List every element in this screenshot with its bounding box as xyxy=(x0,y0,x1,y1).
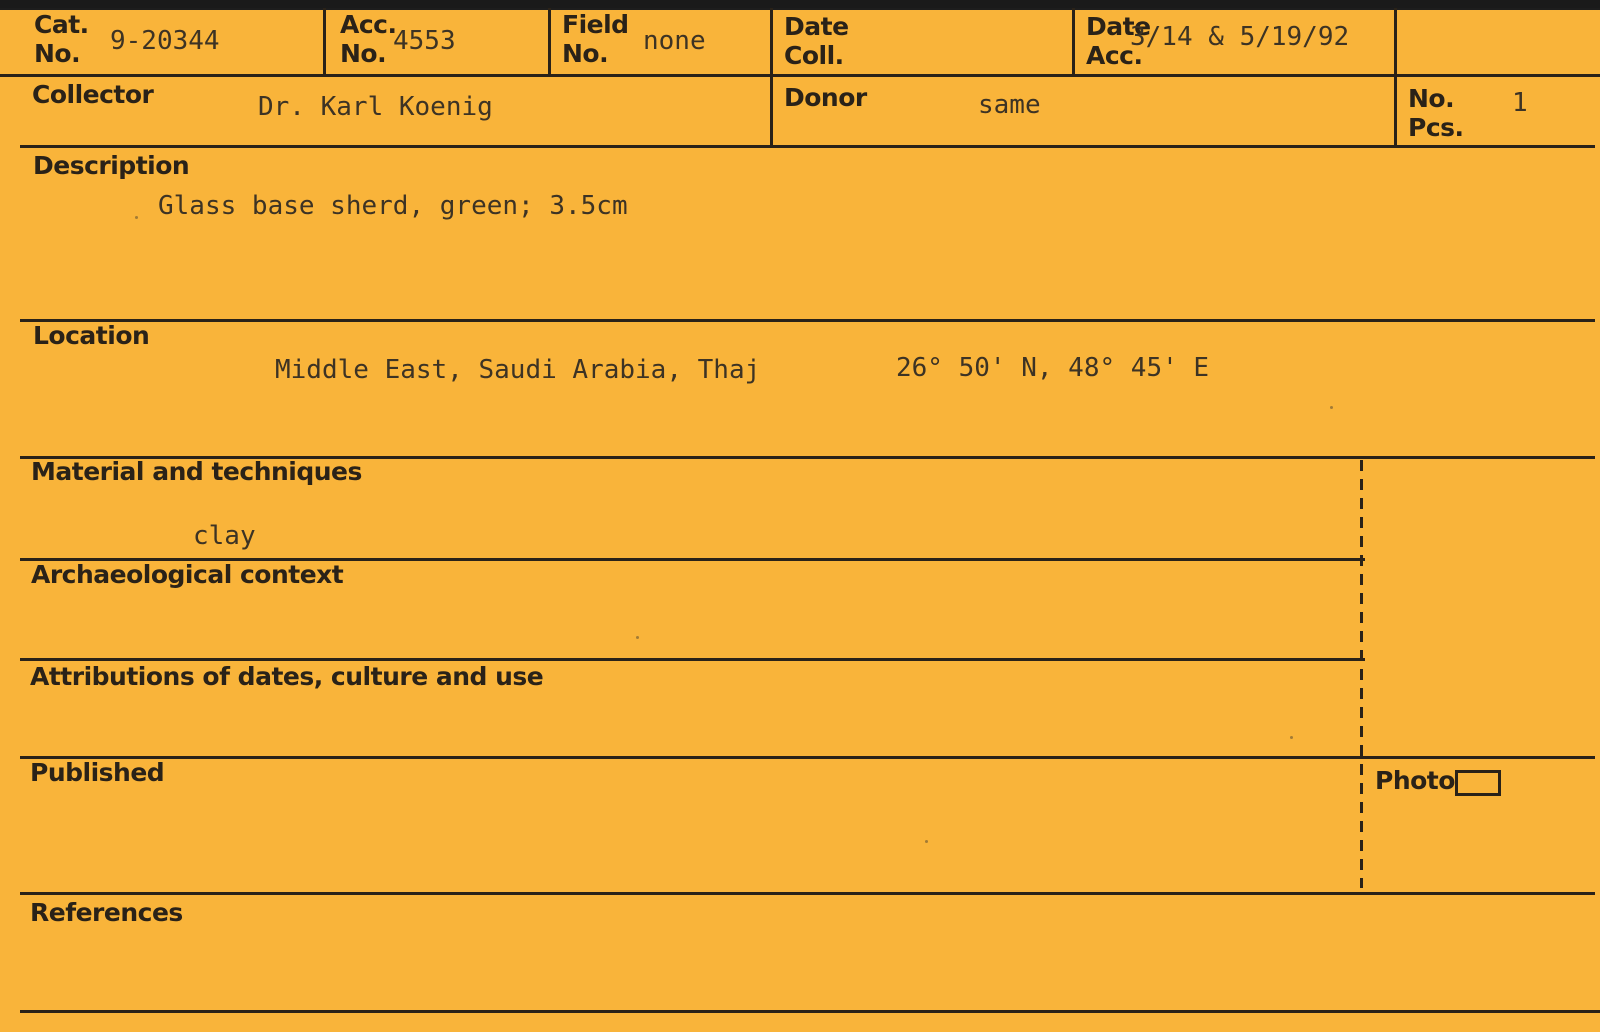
rule-header xyxy=(0,74,1600,77)
divider-acc-field xyxy=(548,8,551,76)
published-label: Published xyxy=(30,758,165,787)
references-label: References xyxy=(30,898,183,927)
donor-label: Donor xyxy=(784,83,867,112)
no-pcs-label: No. Pcs. xyxy=(1408,84,1464,142)
rule-description xyxy=(20,319,1595,322)
paper-speck xyxy=(1330,406,1333,409)
catalog-card xyxy=(0,8,1600,1032)
archaeological-context-label: Archaeological context xyxy=(31,560,344,589)
paper-speck xyxy=(925,840,928,843)
field-no-label: Field No. xyxy=(562,10,629,68)
rule-archaeological xyxy=(20,658,1365,661)
rule-attributions xyxy=(20,756,1595,759)
divider-field-date xyxy=(770,8,773,147)
donor-value: same xyxy=(978,90,1041,120)
rule-collector xyxy=(20,145,1595,148)
acc-no-label: Acc. No. xyxy=(340,10,397,68)
material-label: Material and techniques xyxy=(31,457,362,486)
divider-datecoll-dateacc xyxy=(1072,8,1075,76)
photo-checkbox[interactable] xyxy=(1455,770,1501,796)
paper-speck xyxy=(636,636,639,639)
location-coords: 26° 50' N, 48° 45' E xyxy=(896,353,1210,383)
card-top-edge xyxy=(0,8,1600,10)
divider-dateacc-pcs xyxy=(1394,8,1397,147)
cat-no-label: Cat. No. xyxy=(34,10,89,68)
rule-published xyxy=(20,892,1595,895)
rule-references xyxy=(20,1010,1600,1013)
paper-speck xyxy=(1290,736,1293,739)
acc-no-value: 4553 xyxy=(393,26,456,56)
cat-no-value: 9-20344 xyxy=(110,26,220,56)
date-coll-label: Date Coll. xyxy=(784,12,849,70)
collector-label: Collector xyxy=(32,80,154,109)
photo-column-divider xyxy=(1360,460,1363,888)
location-place: Middle East, Saudi Arabia, Thaj xyxy=(275,355,761,385)
date-acc-label: Date Acc. xyxy=(1086,12,1151,70)
field-no-value: none xyxy=(643,26,706,56)
no-pcs-value: 1 xyxy=(1512,88,1528,118)
description-label: Description xyxy=(33,151,190,180)
collector-value: Dr. Karl Koenig xyxy=(258,92,493,122)
photo-label: Photo xyxy=(1375,766,1455,795)
location-label: Location xyxy=(33,321,150,350)
description-value: Glass base sherd, green; 3.5cm xyxy=(158,191,628,221)
divider-cat-acc xyxy=(323,8,326,76)
attributions-label: Attributions of dates, culture and use xyxy=(30,662,544,691)
material-value: clay xyxy=(193,521,256,551)
date-acc-value: 3/14 & 5/19/92 xyxy=(1130,22,1350,52)
paper-speck xyxy=(135,216,138,219)
